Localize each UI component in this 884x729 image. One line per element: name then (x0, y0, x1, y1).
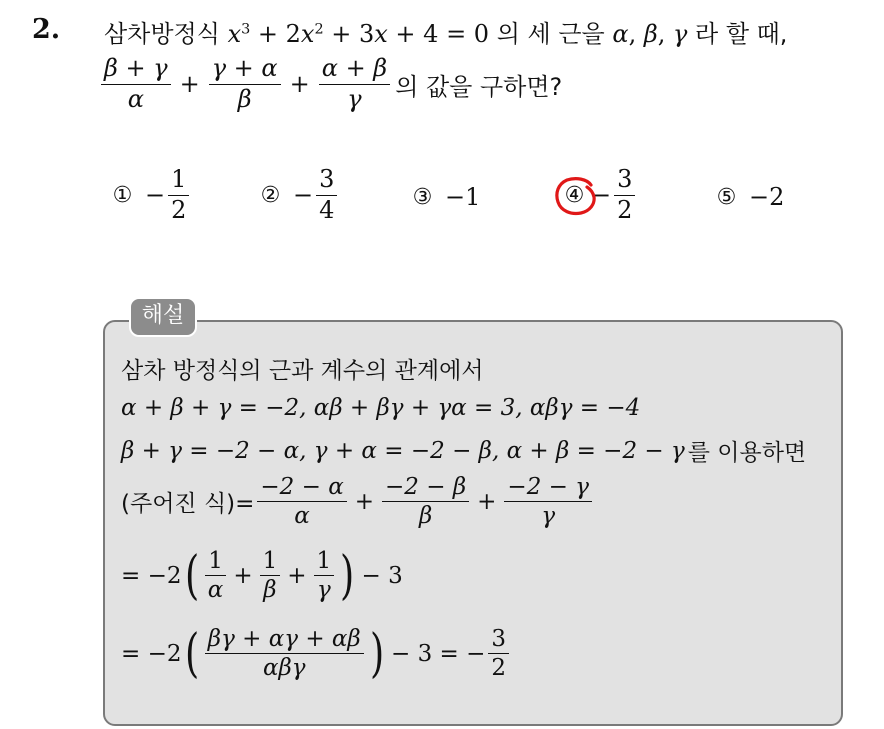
answer-mark-circle (554, 175, 600, 217)
solution-line-1: 삼차 방정식의 근과 계수의 관계에서 (121, 358, 484, 384)
option-2-symbol: ② (260, 182, 281, 208)
gamma-symbol: γ (673, 20, 688, 48)
solution-line-5: = −2 ( $\frac{1}{\alpha}$ + $\frac{1}{\beta}$ + $\frac{1}{\gamma}$ ) − 3 (121, 545, 403, 606)
question-number: 2. (32, 14, 61, 45)
question-fraction: $\frac{\gamma + \alpha}{\beta}$ (209, 55, 281, 113)
option-4[interactable]: ④ − $\frac{3}{2}$ (562, 166, 638, 224)
solution-line-4: (주어진 식)= $\frac{-2 - \alpha}{\alpha}$ + $\frac{-2 - \beta}{\beta}$ + $\frac{-2 - \gamma}{\gamma}$ (121, 474, 595, 530)
beta-symbol: β (643, 20, 658, 48)
option-2-fraction: $\frac{3}{4}$ (316, 166, 337, 224)
question-line-2: $\frac{\beta + \gamma}{\alpha}$ + $\frac{\gamma + \alpha}{\beta}$ + $\frac{\alpha + \beta}{\gamma}$ 의 값을 구하면? (98, 55, 562, 113)
alpha-symbol: α (612, 20, 629, 48)
option-2[interactable]: ② − $\frac{3}{4}$ (258, 166, 340, 224)
option-4-symbol: ④ (564, 182, 585, 208)
question-text-c: 라 할 때, (695, 20, 788, 48)
solution-tag: 해설 (129, 297, 197, 337)
solution-line-2: α + β + γ = −2, αβ + βγ + γα = 3, αβγ = −4 (121, 395, 641, 421)
question-text-b: 의 세 근을 (496, 20, 605, 48)
option-5-symbol: ⑤ (716, 184, 737, 210)
option-1-fraction: $\frac{1}{2}$ (168, 166, 189, 224)
question-fraction: $\frac{\beta + \gamma}{\alpha}$ (101, 55, 171, 113)
question-fraction: $\frac{\alpha + \beta}{\gamma}$ (319, 55, 390, 113)
option-1-symbol: ① (112, 182, 133, 208)
question-line-1: 삼차방정식 $x^3 + 2x^2 + 3x + 4 = 0$ 의 세 근을 α, β, γ 라 할 때, (104, 20, 788, 48)
option-3[interactable]: ③ −1 (410, 183, 480, 211)
solution-line-3: β + γ = −2 − α, γ + α = −2 − β, α + β = −2 − γ 를 이용하면 (121, 437, 807, 466)
option-4-fraction: $\frac{3}{2}$ (614, 166, 635, 224)
option-5[interactable]: ⑤ −2 (714, 183, 784, 211)
solution-line-6: = −2 ( $\frac{\beta\gamma + \alpha\gamma + \alpha\beta}{\text{αβγ}}$ ) − 3 = − $\frac{3}{2}$ (121, 626, 512, 682)
option-1[interactable]: ① − $\frac{1}{2}$ (110, 166, 192, 224)
option-3-symbol: ③ (412, 184, 433, 210)
question-text-d: 의 값을 구하면? (395, 72, 563, 101)
cubic-equation: $x^3 + 2x^2 + 3x + 4 = 0$ (227, 20, 490, 48)
question-text-a: 삼차방정식 (104, 20, 220, 48)
